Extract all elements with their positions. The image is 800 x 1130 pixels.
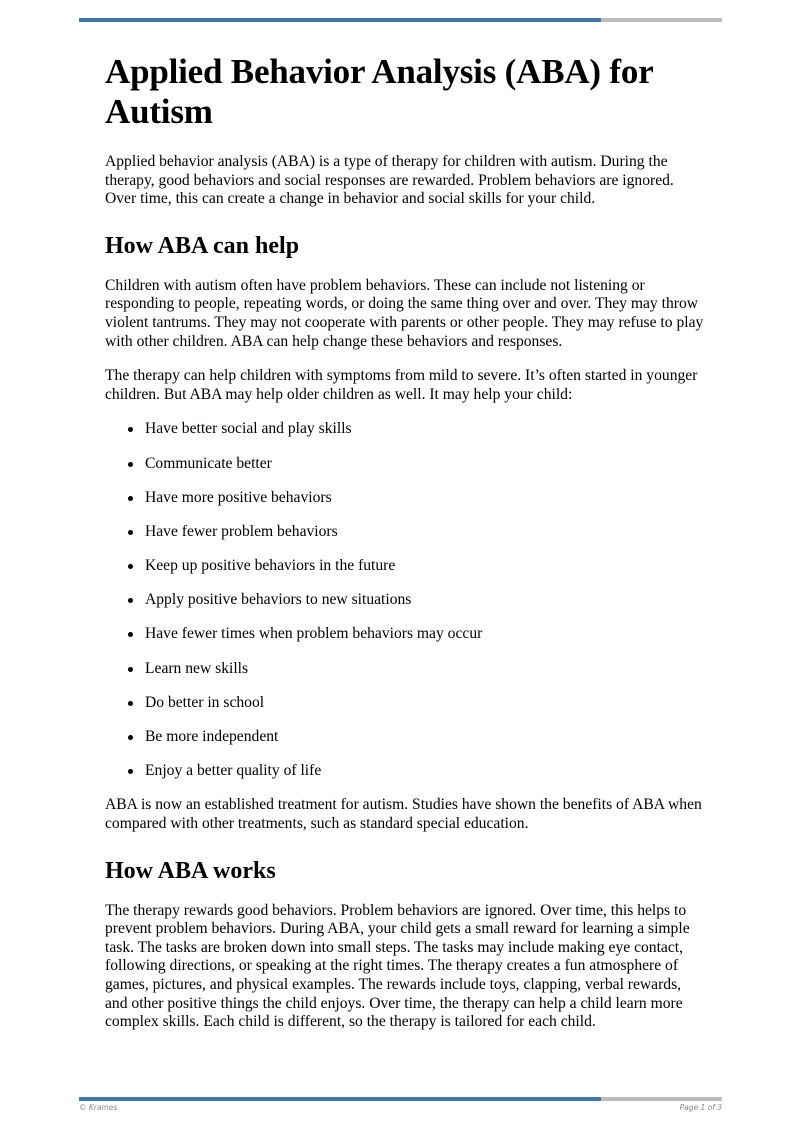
paragraph: Children with autism often have problem behaviors. These can include not listening or responding to people, repeating words, or doing the same thing over and over. They may throw violent tantrums. They may not cooperate with parents or other people. They may refuse to play with other children. ABA can help change these behaviors and responses.	[105, 276, 704, 350]
intro-paragraph: Applied behavior analysis (ABA) is a type of therapy for children with autism. During the therapy, good behaviors and social responses are rewarded. Problem behaviors are ignored. Over time, this can create a change in behavior and social skills for your child.	[105, 153, 674, 208]
benefits-list	[105, 420, 705, 780]
document-body	[105, 52, 705, 1048]
header-bar-remainder	[601, 18, 722, 22]
copyright-text: © Krames	[79, 1103, 118, 1112]
list-item: Keep up positive behaviors in the future	[145, 557, 705, 576]
page-title: Applied Behavior Analysis (ABA) for Autism	[105, 52, 653, 131]
header-bar-accent	[79, 18, 601, 22]
section-how-aba-works	[105, 856, 705, 1032]
page-number: Page 1 of 3	[679, 1103, 722, 1112]
paragraph: ABA is now an established treatment for autism. Studies have shown the benefits of ABA when compared with other treatments, such as standard special education.	[105, 796, 702, 832]
list-item: Learn new skills	[145, 660, 705, 679]
list-item: Have better social and play skills	[145, 420, 705, 439]
list-item: Do better in school	[145, 694, 705, 713]
page-footer	[79, 1103, 722, 1112]
paragraph: The therapy rewards good behaviors. Problem behaviors are ignored. Over time, this helps to prevent problem behaviors. During ABA, your child gets a small reward for learning a simple task. The tasks are broken down into small steps. The tasks may include making eye contact, following directions, or speaking at the right times. The therapy creates a fun atmosphere of games, pictures, and physical examples. The rewards include toys, clapping, verbal rewards, and other positive things the child enjoys. Over time, the therapy can help a child learn more complex skills. Each child is different, so the therapy is tailored for each child.	[105, 901, 690, 1031]
list-item: Have fewer times when problem behaviors may occur	[145, 625, 705, 644]
footer-bar-accent	[79, 1097, 601, 1101]
paragraph: The therapy can help children with symptoms from mild to severe. It’s often started in younger children. But ABA may help older children as well. It may help your child:	[105, 367, 698, 403]
section-heading: How ABA works	[105, 857, 276, 884]
section-heading: How ABA can help	[105, 232, 300, 259]
footer-bar-remainder	[601, 1097, 722, 1101]
list-item: Have fewer problem behaviors	[145, 523, 705, 542]
list-item: Enjoy a better quality of life	[145, 762, 705, 781]
footer-progress-bar	[79, 1097, 722, 1101]
list-item: Have more positive behaviors	[145, 489, 705, 508]
list-item: Be more independent	[145, 728, 705, 747]
list-item: Apply positive behaviors to new situations	[145, 591, 705, 610]
list-item: Communicate better	[145, 455, 705, 474]
header-progress-bar	[79, 18, 722, 22]
section-how-aba-can-help	[105, 231, 705, 834]
